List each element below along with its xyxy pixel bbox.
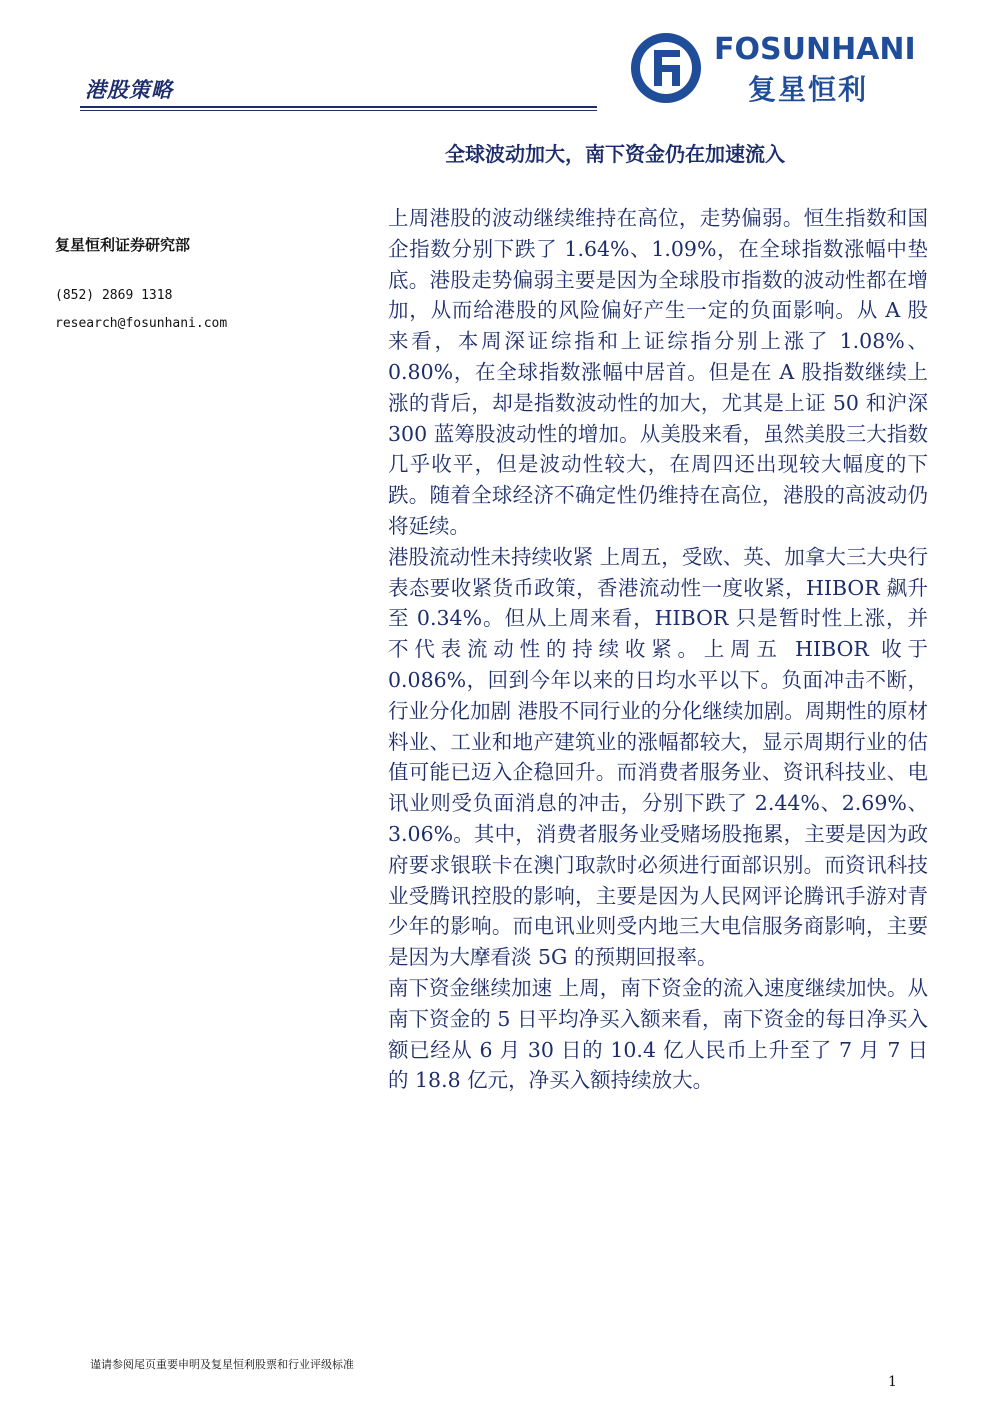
logo-mark-icon xyxy=(628,30,704,106)
paragraph-market-volatility: 上周港股的波动继续维持在高位，走势偏弱。恒生指数和国企指数分别下跌了 1.64%、1.09%，在全球指数涨幅中垫底。港股走势偏弱主要是因为全球股市指数的波动性都在增加，从而给港股的风险偏好产生一定的负面影响。从 A 股来看，本周深证综指和上证综指分别上涨了 1.08%、0.80%，在全球指数涨幅中居首。但是在 A 股指数继续上涨的背后，却是指数波动性的加大，尤其是上证 50 和沪深 300 蓝筹股波动性的增加。从美股来看，虽然美股三大指数几乎收平，但是波动性较大，在周四还出现较大幅度的下跌。随着全球经济不确定性仍维持在高位，港股的高波动仍将延续。 xyxy=(388,206,928,538)
page-number: 1 xyxy=(888,1374,897,1390)
contact-email: research@fosunhani.com xyxy=(55,316,228,331)
company-logo xyxy=(628,30,928,106)
header-rule-thin xyxy=(80,110,597,111)
report-body xyxy=(388,203,928,1096)
contact-phone: (852) 2869 1318 xyxy=(55,288,173,303)
logo-english-name: FOSUNHANI xyxy=(714,32,916,67)
report-title: 全球波动加大，南下资金仍在加速流入 xyxy=(445,142,785,166)
research-department: 复星恒利证券研究部 xyxy=(55,236,191,254)
header-rule xyxy=(80,106,597,108)
section-label: 港股策略 xyxy=(85,77,173,102)
paragraph-southbound-flows: 南下资金继续加速 上周，南下资金的流入速度继续加快。从南下资金的 5 日平均净买入额来看，南下资金的每日净买入额已经从 6 月 30 日的 10.4 亿人民币上升至了 7 月 7 日的 18.8 亿元，净买入额持续放大。 xyxy=(388,975,928,1093)
disclaimer-note: 谨请参阅尾页重要申明及复星恒利股票和行业评级标准 xyxy=(90,1358,354,1371)
logo-chinese-name: 复星恒利 xyxy=(748,73,869,106)
paragraph-liquidity-sectors: 港股流动性未持续收紧 上周五，受欧、英、加拿大三大央行表态要收紧货币政策，香港流动性一度收紧，HIBOR 飙升至 0.34%。但从上周来看，HIBOR 只是暂时性上涨，并不代表流动性的持续收紧。上周五 HIBOR 收于 0.086%，回到今年以来的日均水平以下。负面冲击不断，行业分化加剧 港股不同行业的分化继续加剧。周期性的原材料业、工业和地产建筑业的涨幅都较大，显示周期行业的估值可能已迈入企稳回升。而消费者服务业、资讯科技业、电讯业则受负面消息的冲击，分别下跌了 2.44%、2.69%、3.06%。其中，消费者服务业受赌场股拖累，主要是因为政府要求银联卡在澳门取款时必须进行面部识别。而资讯科技业受腾讯控股的影响，主要是因为人民网评论腾讯手游对青少年的影响。而电讯业则受内地三大电信服务商影响，主要是因为大摩看淡 5G 的预期回报率。 xyxy=(388,544,928,970)
